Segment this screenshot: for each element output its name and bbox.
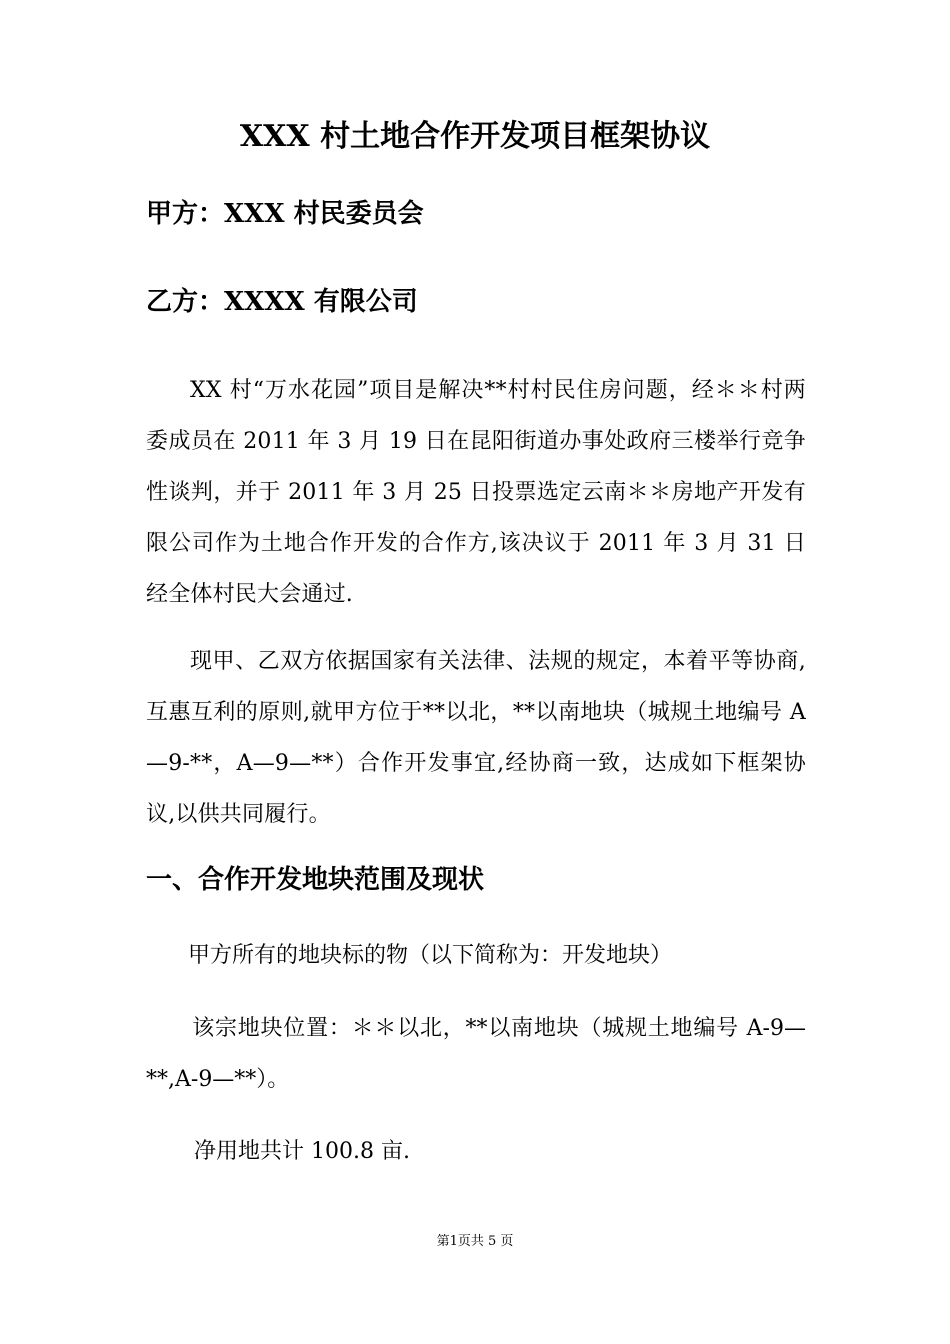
net-land-area-line: 净用地共计 100.8 亩.: [194, 1139, 410, 1164]
land-subject-line: 甲方所有的地块标的物（以下简称为：开发地块）: [188, 943, 673, 968]
section-heading: 一、合作开发地块范围及现状: [146, 865, 485, 895]
party-a: 甲方：XXX 村民委员会: [146, 199, 424, 229]
land-location-paragraph: 该宗地块位置：＊＊以北，**以南地块（城规土地编号 A-9—**,A-9—**）。: [146, 1016, 806, 1092]
page-indicator: 第1页共 5 页: [436, 1234, 514, 1249]
agreement-basis-paragraph: 现甲、乙双方依据国家有关法律、法规的规定，本着平等协商,互惠互利的原则,就甲方位于**以北，**以南地块（城规土地编号 A—9-**，A—9—**）合作开发事宜,经协商一致，达成如下框架协议,以供共同履行。: [146, 649, 806, 827]
intro-paragraph: XX 村“万水花园”项目是解决**村村民住房问题，经＊＊村两委成员在 2011 年 3 月 19 日在昆阳街道办事处政府三楼举行竞争性谈判，并于 2011 年 3 月 25 日投票选定云南＊＊房地产开发有限公司作为土地合作开发的合作方,该决议于 2011 年 3 月 31 日经全体村民大会通过.: [146, 378, 806, 607]
document-title: XXX 村土地合作开发项目框架协议: [239, 119, 711, 154]
party-b: 乙方：XXXX 有限公司: [146, 287, 418, 317]
